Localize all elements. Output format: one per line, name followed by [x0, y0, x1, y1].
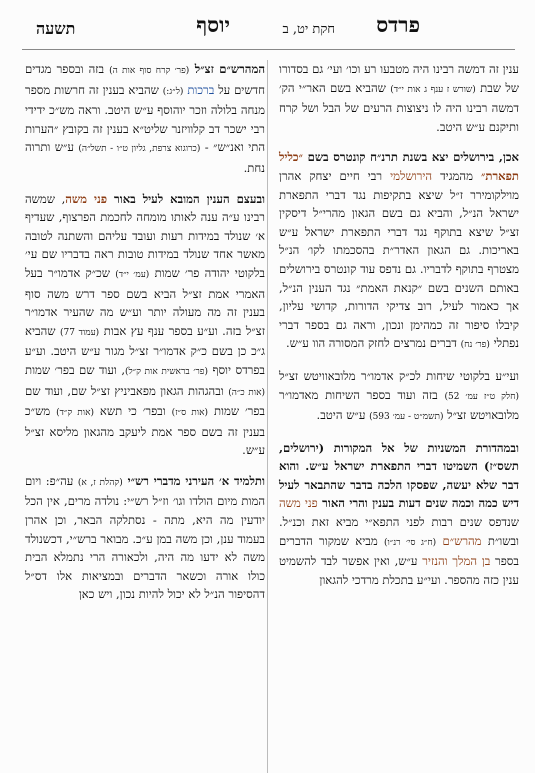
page-header — [0, 0, 535, 44]
citation: (פר׳ קרח סוף אות ה) — [109, 66, 190, 76]
text-run: בזה ועוד בספר השיחות מאדמו״ר מלובאויטש זצ״ל — [279, 387, 519, 423]
text-run: ותלמיד א׳ העירני מדברי רש״י — [122, 473, 265, 488]
citation: (אות ס״ז) — [171, 408, 209, 419]
citation: (אות כ״ה) — [228, 387, 265, 398]
text-run: המהרש״ם זצ״ל — [189, 62, 265, 76]
citation: (פר׳ נח) — [460, 340, 490, 351]
paragraph — [279, 60, 519, 136]
book-title: פרדס — [376, 12, 420, 37]
text-run: ועי״ע בלקוטי שיחות לכ״ק אדמו״ר מלובאוויטש זצ״ל — [279, 368, 519, 383]
right-column — [279, 60, 519, 601]
paragraph — [25, 472, 265, 604]
highlighted-title: ברכות — [187, 82, 215, 97]
text-run: אכן, בירושלים יצא בשנת תרנ״ח קונטרס בשם — [302, 150, 519, 165]
text-run: , ועוד שם בפר׳ שמות — [25, 362, 126, 377]
text-run: ובהגהות הגאון מפאביניץ זצ״ל שם, ועוד שם בפר׳ שמות — [25, 383, 266, 419]
text-run: עה״פ: ויום המות מיום הולדו וגו׳ וז״ל רש״י: נולדה מרים, אין הכל יודעין מה היא, מתה - נסתלקה הבאר, וכן אהרן בעמוד ענן, וכן משה במן ע״כ. מבואר ברש״י, דכשנולד משה לא ידעו מה היה, ולכאורה הרי נתמלא הבית כולו אורה וכשאר הדברים ובמציאות אלו דס״ל דהסיפור הנ״ל לא יכול להיות נכון, ויש כאן — [25, 473, 265, 602]
text-run: שהביא בענין זה חרשות מספר מנחה בלולה וזכר יוהוסף ע״ש היטב. וראה מש״כ ידידי רבי ישכר דב קלוויזנר שליט״א בענין זה בקובץ ״הערות התי ואנ״ש״ - — [25, 82, 265, 155]
citation: (עמ׳ י״ד) — [115, 269, 150, 280]
citation: (ח״ג סי׳ רנ״ו) — [383, 537, 437, 548]
citation: (עמוד 77) — [59, 327, 100, 338]
text-run: שנדפס שנים רבות לפני התפא״י מביא זאת וכנ״ל. ובשו״ת — [279, 515, 520, 548]
text-run: ובמהדורת המשניות של אל המקורות (ירושלים, תשס״ז) השמיטו דברי התפארת ישראל ע״ש. והוא דבר שלא יעשה, שפסקו הלכה בדבר שהתבאר לעיל דיש כמה וכמה שנים דעות בענין והרי האור — [279, 440, 519, 511]
text-run: , שמשה רבינו ע״ה ענה לאותו מומחה לחכמת הפרצוף, שעדיף א׳ שנולד במידות רעות ועובד עליהם והשתנה לטובה מאשר אחד שנולד במידות טובות ראה בדבריו שם עי׳ בלקוטי יהודה פר׳ שמות — [25, 191, 266, 280]
citation: (חלק ט״ז עמ׳ 52) — [444, 391, 519, 402]
text-run: רבי חיים יצחק אהרן מוילקומירר ז״ל שיצא בתקיפות נגד דברי התפארת ישראל הנ״ל, והביא גם בשם הגאון מהרי״ל דיסקין זצ״ל שיצא בתוקף נגד דברי התפארת ישראל ע״ש באריכות. גם הגאון האדר״ת בהסכמתו לקו׳ הנ״ל מצטרף בתוקף לדבריו. גם נדפס עוד קונטרס בירושלים באותם השנים בשם ״קנאת האמת״ נגד הענין הנ״ל, אך כאמור לעיל, רוב צדיקי הדורות, קדושי עליון, קיבלו סיפור זה כמהימן ונכון, וראה גם בספר דברי נפתלי — [279, 168, 519, 351]
text-run: שכ״ק אדמו״ר בעל האמרי אמת זצ״ל הביא בשם ספר דרש משה סוף בענין זה מה מעולה יותר וע״ש מה שהעיר אדמו״ר זצ״ל בזה. וע״ע בספר ענף עץ אבות — [25, 265, 265, 338]
text-run: דברים נמרצים לחזק המסורה הוו ע״ש. — [285, 336, 461, 351]
left-column — [25, 60, 265, 616]
text-run: ובפר׳ כי תשא — [93, 404, 172, 419]
citation: (ל״ג:) — [162, 86, 184, 97]
text-run: ענין זה דמשה רבינו היה מטבעו רע וכו׳ ועי׳ גם בסדורו של שבת — [279, 62, 519, 95]
text-run: מש״כ בענין זה בשם ספר אמת ליעקב מהגאון מליסא זצ״ל ע״ש. — [25, 404, 265, 458]
text-run: בזה ובספר מגדים חדשים על — [25, 62, 265, 97]
highlighted-title: הירושלמי — [390, 168, 433, 183]
page-number: תשעה — [36, 19, 76, 38]
text-run: מהמגיד — [432, 168, 481, 183]
highlighted-title: בן המלך והנזיר — [422, 554, 491, 569]
highlighted-title: מהרש״ם — [442, 533, 482, 548]
citation: (אות ק״ד) — [56, 408, 94, 419]
citation: (פר׳ בראשית אות ק״ל) — [125, 366, 209, 377]
parsha-reference: חקת יט, ב — [282, 22, 335, 37]
column-divider — [267, 60, 268, 773]
text-run: ע״ש, ואין אפשר לבד להשמיט ענין כזה מהספר. ועי״ע בתכלת מרדכי להגאון — [279, 554, 519, 587]
highlighted-title: ״כליל תפארת״ — [279, 150, 519, 183]
text-run: ע״ש ותרוה נחת. — [25, 140, 265, 175]
paragraph — [279, 439, 519, 590]
highlighted-title: פני משה — [279, 496, 318, 511]
citation: (כרוגוא צרפת, גליון ט״ו - תשל״ה) — [78, 144, 201, 155]
paragraph — [279, 148, 519, 355]
text-run: ובעצם הענין המובא לעיל באור — [107, 191, 265, 206]
paragraph — [25, 60, 265, 178]
citation: (תשמ״ט - עמ׳ 593) — [369, 412, 444, 423]
book-subtitle: יוסף — [196, 12, 230, 37]
paragraph — [279, 367, 519, 427]
citation: (קהלת ז, א) — [77, 477, 123, 488]
highlighted-title: פני משה — [65, 191, 108, 206]
text-run: ע״ש היטב. — [316, 408, 370, 423]
text-run: שהביא בשם האר״י הק׳ דמשה רבינו היה לו ניצוצות הרעים של הבל ושל קרח ותיקנם ע״ש היטב. — [279, 80, 519, 134]
text-run: שהביא ג״כ כן בשם כ״ק אדמו״ר זצ״ל מגור ע״ש היטב. וע״ע בפרדס יוסף — [25, 323, 266, 377]
header-rule — [22, 49, 515, 50]
citation: (שורש ז ענף ג אות י״ד) — [390, 84, 476, 95]
paragraph — [25, 190, 265, 460]
text-run: מביא שמקור הדברים בספר — [279, 533, 519, 569]
